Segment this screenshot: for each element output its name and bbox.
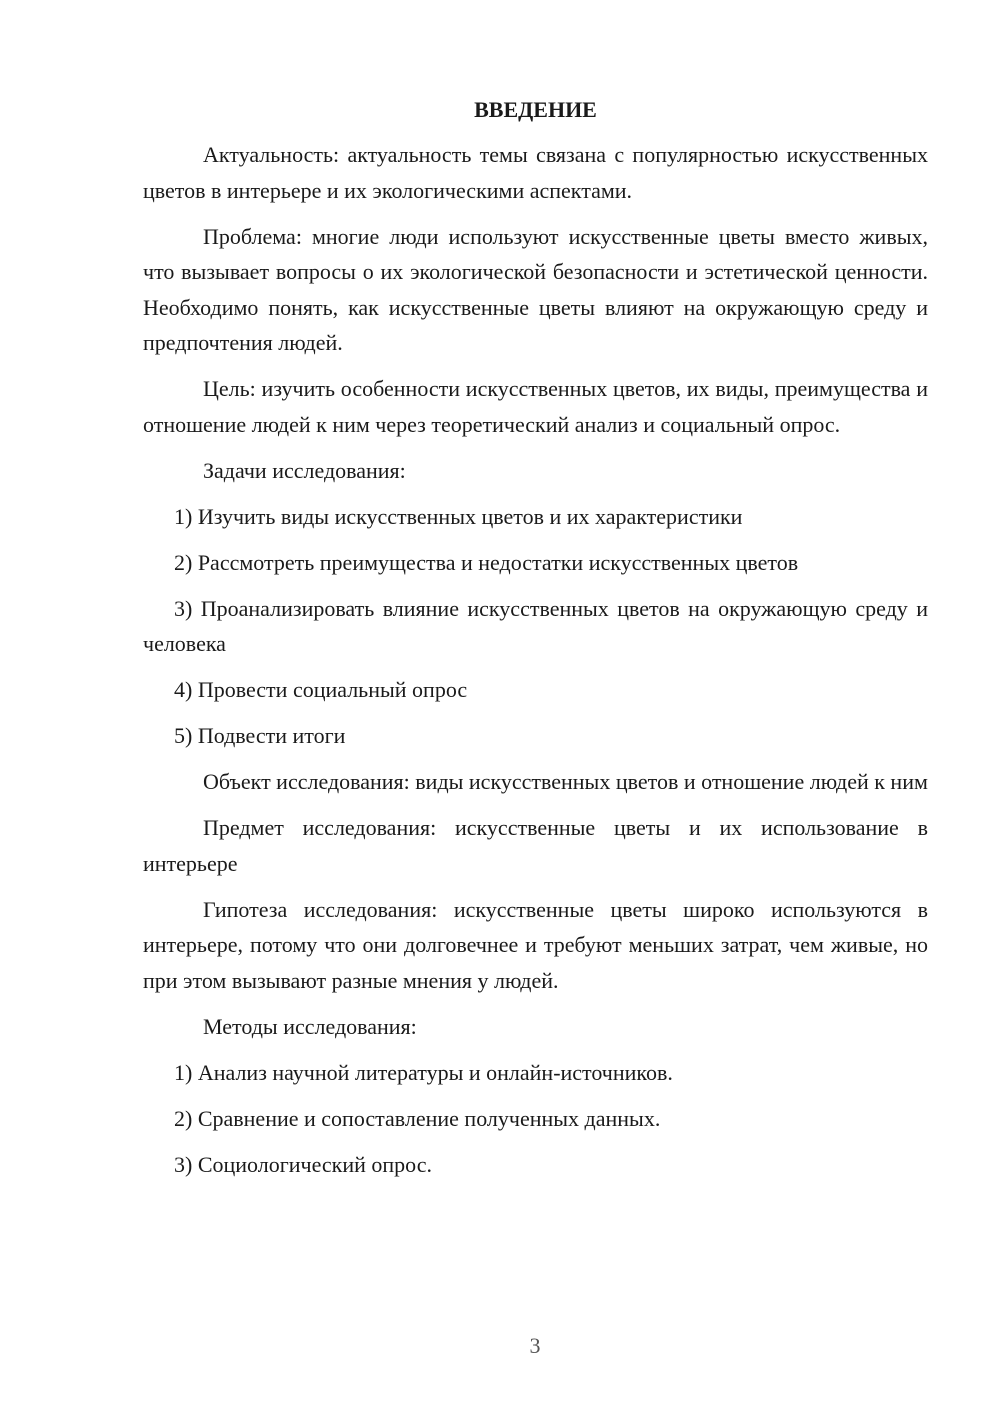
task-item: 3) Проанализировать влияние искусственных цветов на окружающую среду и человека: [143, 595, 928, 656]
method-item: 1) Анализ научной литературы и онлайн-источников.: [174, 1059, 673, 1085]
hypothesis-paragraph: Гипотеза исследования: искусственные цветы широко используются в интерьере, потому что они долговечнее и требуют меньших затрат, чем живые, но при этом вызывают разные мнения у людей.: [143, 896, 928, 993]
subject-paragraph: Предмет исследования: искусственные цветы и их использование в интерьере: [143, 815, 928, 876]
document-page: [143, 92, 928, 1193]
task-item: 5) Подвести итоги: [174, 723, 346, 748]
section-heading: ВВЕДЕНИЕ: [474, 97, 597, 122]
tasks-title: Задачи исследования:: [203, 457, 406, 483]
method-item: 2) Сравнение и сопоставление полученных данных.: [174, 1105, 661, 1131]
task-item: 2) Рассмотреть преимущества и недостатки искусственных цветов: [174, 549, 799, 575]
task-item: 4) Провести социальный опрос: [174, 677, 468, 702]
method-item: 3) Социологический опрос.: [174, 1151, 432, 1177]
task-item: 1) Изучить виды искусственных цветов и их характеристики: [174, 503, 743, 529]
goal-paragraph: Цель: изучить особенности искусственных цветов, их виды, преимущества и отношение людей к ним через теоретический анализ и социальный опрос.: [143, 376, 928, 437]
object-paragraph: Объект исследования: виды искусственных цветов и отношение людей к ним: [203, 769, 928, 794]
methods-title: Методы исследования:: [203, 1013, 417, 1039]
problem-paragraph: Проблема: многие люди используют искусственные цветы вместо живых, что вызывает вопросы о их экологической безопасности и эстетической ценности. Необходимо понять, как искусственные цветы влияют на окружающую среду и предпочтения людей.: [143, 223, 928, 355]
page-number: 3: [529, 1333, 541, 1358]
relevance-paragraph: Актуальность: актуальность темы связана с популярностью искусственных цветов в интерьере и их экологическими аспектами.: [143, 142, 928, 203]
